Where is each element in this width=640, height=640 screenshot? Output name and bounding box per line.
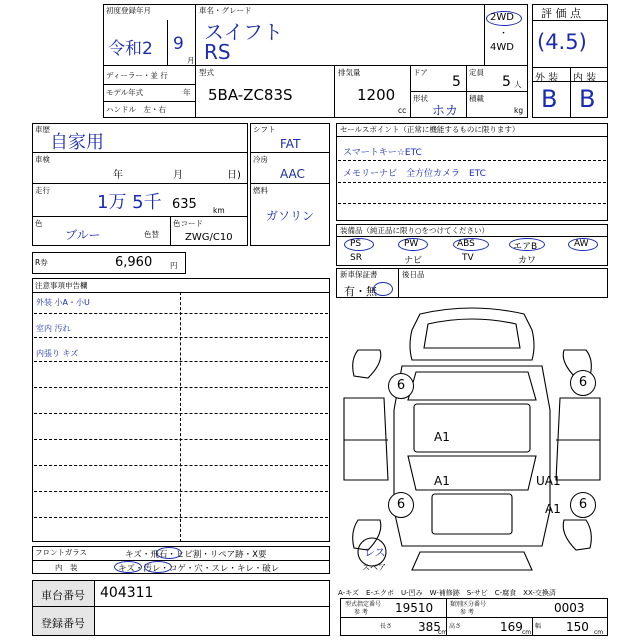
month-value: 9 bbox=[173, 34, 184, 54]
color-change-label: 色替 bbox=[144, 230, 159, 239]
mark-left-rear: A1 bbox=[434, 474, 450, 488]
width-unit: cm bbox=[594, 629, 604, 636]
divider bbox=[336, 236, 608, 237]
color-code-label: 色コード bbox=[173, 219, 203, 228]
class-num-value: 0003 bbox=[554, 601, 585, 615]
capacity-label: 定員 bbox=[469, 68, 484, 77]
drive-dot: ・ bbox=[499, 29, 509, 39]
usage-value: 自家用 bbox=[50, 132, 104, 153]
mileage-value: 1万 5千 bbox=[97, 192, 162, 213]
dashed-line bbox=[34, 361, 328, 362]
sales-line-2: メモリーナビ 全方位カメラ ETC bbox=[343, 169, 486, 179]
equip-leather: カワ bbox=[518, 256, 537, 266]
interior-damage-label: 内 装 bbox=[55, 563, 78, 572]
first-reg-label: 初度登録年月 bbox=[106, 6, 151, 15]
usage-label: 車歴 bbox=[35, 125, 50, 134]
divider bbox=[32, 292, 330, 293]
exterior-score: B bbox=[541, 85, 558, 113]
day-unit: 日) bbox=[227, 170, 241, 181]
color-label: 色 bbox=[35, 219, 43, 228]
notes-block bbox=[32, 278, 330, 542]
equip-navi: ナビ bbox=[404, 256, 423, 266]
reg-label: 登録番号 bbox=[41, 617, 85, 630]
dashed-line bbox=[34, 313, 328, 314]
fuel-label: 燃料 bbox=[253, 186, 268, 195]
note-line-3: 内張り キズ bbox=[36, 349, 79, 358]
divider bbox=[336, 136, 608, 137]
equip-abs: ABS bbox=[457, 239, 475, 249]
chassis-label: 車台番号 bbox=[41, 589, 85, 602]
mileage-label: 走行 bbox=[35, 186, 50, 195]
equip-pw: PW bbox=[404, 239, 419, 249]
interior-score: B bbox=[579, 85, 596, 113]
dashed-line bbox=[34, 413, 328, 414]
divider bbox=[103, 84, 195, 85]
recycle-unit: 円 bbox=[170, 261, 178, 270]
note-line-1: 外装 小A・小U bbox=[36, 298, 90, 307]
divider bbox=[532, 617, 533, 636]
divider bbox=[32, 216, 248, 217]
divider bbox=[334, 65, 335, 118]
color-code-value: ZWG/C10 bbox=[185, 232, 233, 243]
exterior-label: 外 装 bbox=[535, 73, 559, 84]
warranty-value: 有・無 bbox=[344, 285, 377, 298]
note-line-2: 室内 汚れ bbox=[36, 324, 71, 333]
notes-label: 注意事項申告欄 bbox=[35, 281, 88, 290]
dealer-label: ディーラー・並 行 bbox=[106, 71, 168, 80]
load-unit: kg bbox=[514, 106, 524, 115]
load-label: 積載 bbox=[469, 94, 484, 103]
door-value: 5 bbox=[452, 74, 461, 90]
car-diagram bbox=[336, 300, 608, 582]
year-unit: 年 bbox=[113, 170, 123, 181]
divider bbox=[103, 65, 528, 66]
warranty-label: 新車保証書 bbox=[340, 270, 378, 279]
capacity-unit: 人 bbox=[514, 80, 522, 89]
interior-damage-value: キズ・汚レ・コゲ・穴・スレ・キレ・破レ bbox=[118, 564, 280, 574]
ref-label-1: 参 考 bbox=[354, 609, 368, 616]
handle-label: ハンドル 左・右 bbox=[106, 105, 166, 114]
drive-2wd: 2WD bbox=[490, 12, 514, 23]
warranty-none-circle bbox=[373, 282, 393, 296]
door-label: ドア bbox=[413, 68, 428, 77]
equipment-label: 装備品（純正品に限り○をつけてください） bbox=[340, 226, 490, 235]
dashed-line bbox=[34, 517, 328, 518]
dashed-line bbox=[34, 491, 328, 492]
width-label: 幅 bbox=[535, 623, 542, 630]
ref-label-2: 参 考 bbox=[460, 609, 474, 616]
cc-unit: cc bbox=[398, 106, 407, 115]
equip-ps: PS bbox=[350, 239, 362, 249]
windshield-label: フロントガラス bbox=[35, 548, 88, 557]
dashed-line bbox=[338, 203, 606, 204]
class-num-label: 類別区分番号 bbox=[450, 601, 487, 608]
recycle-block bbox=[32, 252, 186, 274]
divider bbox=[250, 152, 330, 153]
divider bbox=[410, 91, 528, 92]
dirt-circle bbox=[144, 561, 172, 573]
divider bbox=[167, 20, 168, 65]
drive-4wd: 4WD bbox=[490, 42, 514, 53]
spare-circle-text: レス bbox=[364, 546, 386, 559]
shape-value: ホカ bbox=[432, 104, 459, 119]
model-year-label: モデル年式 bbox=[106, 88, 144, 97]
mark-fl-tire: 6 bbox=[388, 373, 414, 399]
mark-right-side: A1 bbox=[545, 502, 561, 516]
divider bbox=[484, 4, 485, 65]
type-label: 型式 bbox=[199, 68, 214, 77]
name-grade-label: 車名・グレード bbox=[199, 6, 252, 15]
mark-fr-tire: 6 bbox=[570, 370, 596, 396]
height-unit: cm bbox=[522, 629, 532, 636]
shift-label: シフト bbox=[253, 125, 276, 134]
divider bbox=[103, 101, 195, 102]
model-year-unit: 年 bbox=[183, 88, 191, 97]
divider bbox=[250, 183, 330, 184]
length-unit: cm bbox=[438, 629, 448, 636]
divider bbox=[32, 560, 330, 561]
mark-right-rear: UA1 bbox=[536, 474, 561, 488]
score-label: 評 価 点 bbox=[541, 7, 581, 20]
sales-line-1: スマートキー☆ETC bbox=[343, 148, 422, 158]
type-num-label: 型式指定番号 bbox=[345, 601, 382, 608]
recycle-label: R券 bbox=[35, 258, 48, 267]
dashed-line bbox=[34, 387, 328, 388]
fuel-value: ガソリン bbox=[266, 209, 315, 223]
car-name: スイフト bbox=[204, 20, 283, 44]
dashed-divider bbox=[180, 292, 181, 542]
type-value: 5BA-ZC83S bbox=[208, 86, 293, 104]
ac-value: AAC bbox=[280, 167, 305, 181]
windshield-value: キズ・飛石・ヒビ割・リペア跡・X要 bbox=[125, 550, 267, 560]
sales-points-label: セールスポイント（正常に機能するものに限ります） bbox=[340, 125, 520, 134]
equip-aw: AW bbox=[574, 239, 589, 249]
spare-label: スペア bbox=[362, 563, 386, 572]
divider bbox=[570, 67, 571, 118]
mark-rr-tire: 6 bbox=[570, 492, 596, 518]
height-label: 高さ bbox=[449, 623, 462, 630]
dashed-line bbox=[34, 337, 328, 338]
length-value: 385 bbox=[418, 620, 441, 634]
divider bbox=[94, 580, 95, 636]
mark-rl-tire: 6 bbox=[388, 492, 414, 518]
era-value: 令和2 bbox=[108, 39, 153, 59]
divider bbox=[170, 216, 171, 246]
displacement-label: 排気量 bbox=[338, 68, 361, 77]
equip-airbag: エアB bbox=[513, 242, 538, 252]
scratch-circle bbox=[114, 561, 142, 573]
width-value: 150 bbox=[566, 620, 589, 634]
dashed-line bbox=[338, 182, 606, 183]
grade: RS bbox=[204, 40, 231, 64]
chip-circle bbox=[156, 547, 182, 559]
score-value: (4.5) bbox=[537, 30, 587, 54]
later-label: 後日品 bbox=[402, 270, 425, 279]
color-value: ブルー bbox=[65, 228, 101, 242]
displacement-value: 1200 bbox=[357, 86, 396, 104]
shape-label: 形状 bbox=[413, 94, 428, 103]
dashed-line bbox=[34, 439, 328, 440]
dashed-line bbox=[34, 465, 328, 466]
mark-left-door: A1 bbox=[434, 430, 450, 444]
type-num-value: 19510 bbox=[395, 601, 434, 615]
length-label: 長さ bbox=[380, 623, 393, 630]
inspection-label: 車検 bbox=[35, 155, 50, 164]
divider bbox=[32, 183, 248, 184]
capacity-value: 5 bbox=[502, 74, 511, 90]
height-value: 169 bbox=[500, 620, 523, 634]
km-unit: km bbox=[213, 206, 225, 215]
month-unit2: 月 bbox=[173, 170, 183, 181]
ac-label: 冷房 bbox=[253, 155, 268, 164]
interior-label: 内 装 bbox=[573, 73, 597, 84]
month-unit: 月 bbox=[187, 56, 195, 65]
divider bbox=[398, 268, 399, 298]
chassis-value: 404311 bbox=[100, 585, 154, 601]
mileage-sub: 635 bbox=[172, 197, 197, 212]
divider bbox=[195, 4, 196, 118]
divider bbox=[340, 617, 608, 618]
shift-value: FAT bbox=[280, 137, 301, 151]
dashed-line bbox=[338, 160, 606, 161]
damage-legend: A-キズ E-エクボ U-凹み W-補修跡 S-サビ C-腐食 XX-交換済 bbox=[338, 589, 556, 597]
equip-tv: TV bbox=[462, 253, 474, 263]
recycle-value: 6,960 bbox=[115, 255, 153, 270]
equip-sr: SR bbox=[350, 253, 362, 263]
